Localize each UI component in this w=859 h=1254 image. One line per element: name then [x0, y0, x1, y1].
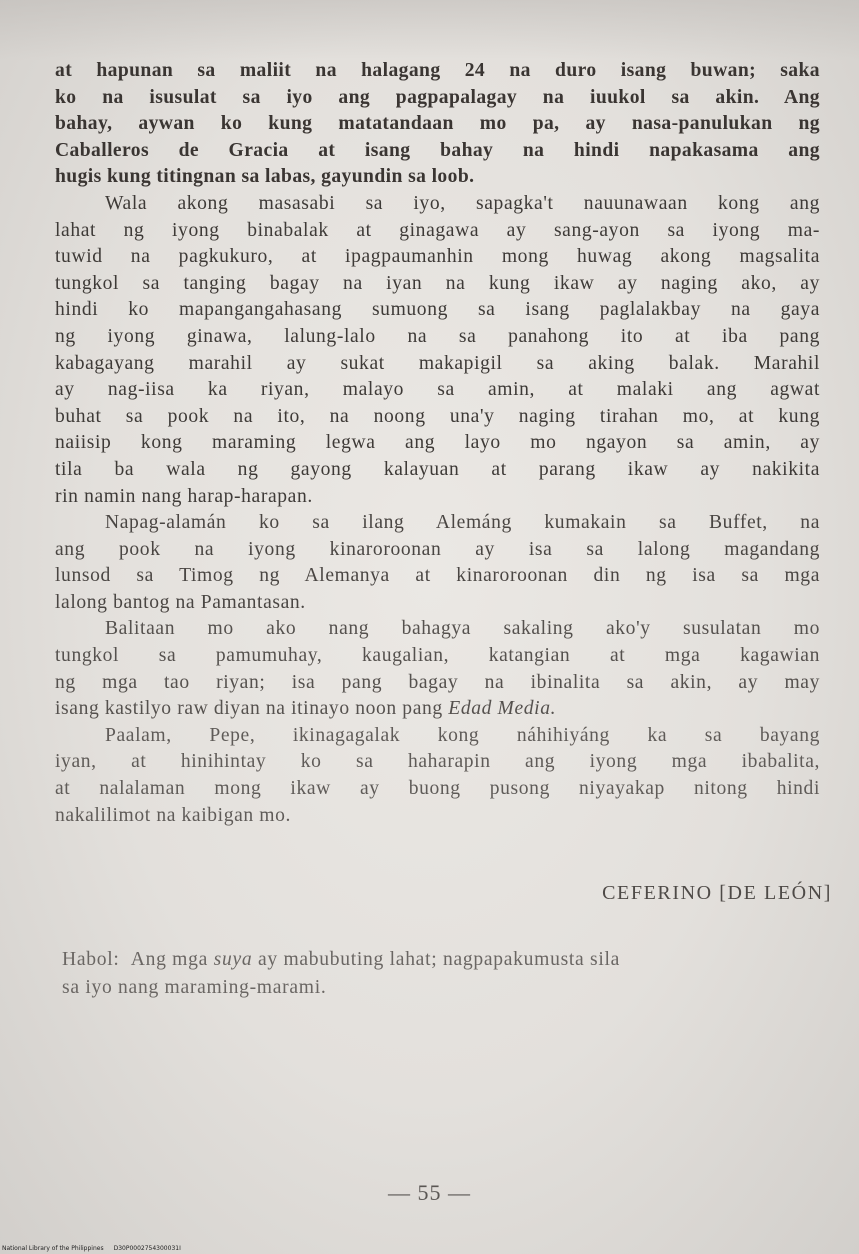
postscript — [62, 946, 837, 1002]
page-number: — 55 — — [388, 1180, 471, 1205]
scan-footer — [2, 1245, 181, 1252]
text-line: Caballeros de Gracia at isang bahay na hindi napakasama ang — [55, 139, 820, 161]
text-line: tungkol sa pamumuhay, kaugalian, katangian at mga kagawian — [55, 645, 820, 667]
text-line: tuwid na pagkukuro, at ipagpaumanhin mong huwag akong magsalita — [55, 246, 820, 268]
text-line: iyan, at hinihintay ko sa haharapin ang iyong mga ibabalita, — [55, 751, 820, 773]
paragraph-5 — [55, 723, 820, 829]
postscript-line-2: sa iyo nang maraming-marami. — [62, 977, 327, 998]
text-line: nakalilimot na kaibigan mo. — [55, 804, 292, 826]
text-line: lunsod sa Timog ng Alemanya at kinaroroonan din ng isa sa mga — [55, 565, 820, 587]
letter-body — [55, 58, 820, 829]
paragraph-1 — [55, 58, 820, 191]
postscript-label: Habol: — [62, 949, 120, 970]
text-line-with-italic — [55, 696, 820, 723]
text-line: hugis kung titingnan sa labas, gayundin sa loob. — [55, 166, 475, 188]
paragraph-2 — [55, 191, 820, 510]
scan-id: D30P0002754300031I — [113, 1245, 181, 1252]
text-line: ay nag-iisa ka riyan, malayo sa amin, at malaki ang agwat — [55, 379, 820, 401]
library-name: National Library of the Philippines — [2, 1245, 104, 1252]
text-line: Paalam, Pepe, ikinagagalak kong náhihiyáng ka sa bayang — [105, 724, 820, 746]
postscript-line-1 — [62, 946, 837, 974]
text-line: isang kastilyo raw diyan na itinayo noon pang — [55, 698, 443, 720]
text-line: ng iyong ginawa, lalung-lalo na sa panahong ito at iba pang — [55, 325, 820, 347]
signature: CEFERINO [DE LEÓN] — [602, 882, 832, 904]
text-line: kabagayang marahil ay sukat makapigil sa aking balak. Marahil — [55, 352, 820, 374]
text-line: at nalalaman mong ikaw ay buong pusong niyayakap nitong hindi — [55, 778, 820, 800]
text-line: at hapunan sa maliit na halagang 24 na duro isang buwan; saka — [55, 60, 820, 81]
text-line: ko na isusulat sa iyo ang pagpapalagay na iuukol sa akin. Ang — [55, 86, 820, 108]
italic-word: suya — [213, 949, 253, 970]
text-line: bahay, aywan ko kung matatandaan mo pa, ay nasa-panulukan ng — [55, 113, 820, 135]
postscript-text: ay mabubuting lahat; nagpapakumusta sila — [257, 949, 621, 970]
text-line: Balitaan mo ako nang bahagya sakaling ako'y susulatan mo — [105, 618, 820, 640]
scan-shadow — [0, 0, 859, 60]
text-line: hindi ko mapangangahasang sumuong sa isang paglalakbay na gaya — [55, 299, 820, 321]
text-line: ang pook na iyong kinaroroonan ay isa sa lalong magandang — [55, 538, 820, 560]
text-line: lalong bantog na Pamantasan. — [55, 591, 306, 613]
text-line: tila ba wala ng gayong kalayuan at parang ikaw ay nakikita — [55, 458, 820, 480]
text-line: Napag-alamán ko sa ilang Alemáng kumakain sa Buffet, na — [105, 512, 820, 534]
postscript-text: Ang mga — [130, 949, 209, 970]
text-line: tungkol sa tanging bagay na iyan na kung ikaw ay naging ako, ay — [55, 272, 820, 294]
text-line: rin namin nang harap-harapan. — [55, 485, 313, 507]
paragraph-3 — [55, 510, 820, 616]
text-line: ng mga tao riyan; isa pang bagay na ibinalita sa akin, ay may — [55, 671, 820, 693]
italic-phrase: Edad Media. — [448, 698, 557, 720]
text-line: Wala akong masasabi sa iyo, sapagka't nauunawaan kong ang — [105, 192, 820, 214]
text-line: buhat sa pook na ito, na noong una'y naging tirahan mo, at kung — [55, 405, 820, 427]
paragraph-4 — [55, 616, 820, 722]
text-line: lahat ng iyong binabalak at ginagawa ay sang-ayon sa iyong ma- — [55, 219, 820, 241]
text-line: naiisip kong maraming legwa ang layo mo ngayon sa amin, ay — [55, 432, 820, 454]
